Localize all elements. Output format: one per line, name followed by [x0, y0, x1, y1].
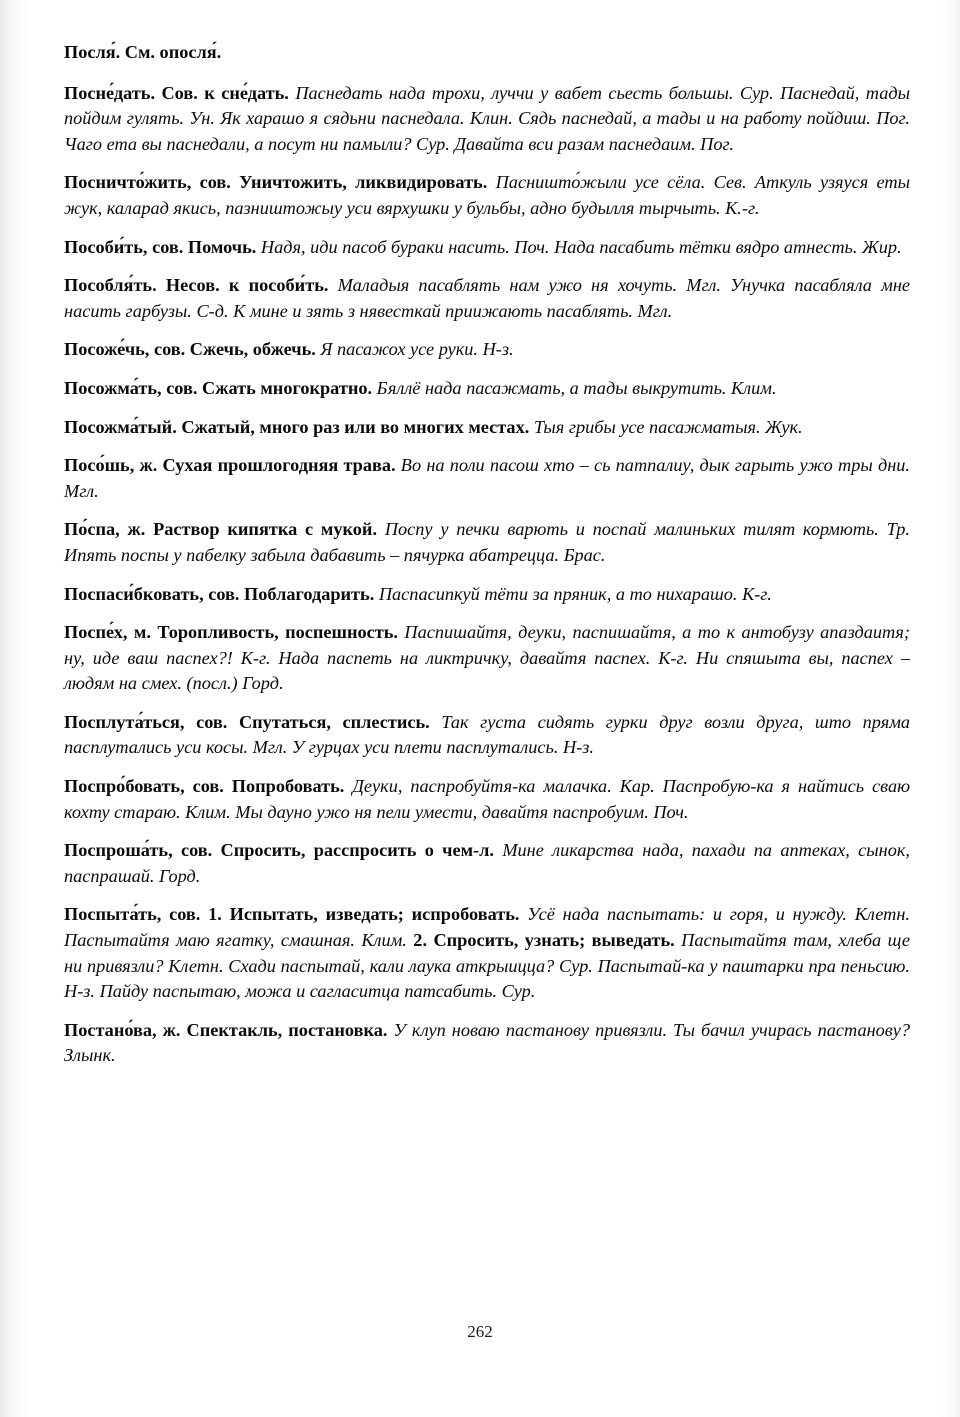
entry-body: Деуки, паспробуйтя-ка малачка. Кар. Паспробую-ка я найтись сваю кохту стараю. Клим. Мы дауно ужо ня пели умести, давайтя паспробуим. Поч.: [64, 776, 910, 822]
entry-headword: Поспе́х, м. Торопливость, поспешность.: [64, 622, 398, 643]
dictionary-entry: [64, 838, 910, 889]
entry-body: Тыя грибы усе пасажматыя. Жук.: [533, 416, 803, 437]
dictionary-entry: [64, 170, 910, 221]
dictionary-entry: [64, 337, 910, 363]
dictionary-entry: [64, 620, 910, 697]
dictionary-entry: [64, 81, 910, 158]
entry-headword: Пособля́ть. Несов. к пособи́ть.: [64, 275, 329, 296]
entry-body: Маладыя пасаблять нам ужо ня хочуть. Мгл. Унучка пасабляла мне насить гарбузы. С-д. К мине и зять з нявесткай приижають пасаблять. Мгл.: [64, 275, 911, 321]
entry-body: Пасништо́жыли усе сёла. Сев. Аткуль узяуся еты жук, каларад якись, пазништожыу уси вярхушки у бульбы, адно будылля тырчыть. К.-г.: [64, 172, 911, 218]
entry-body: Надя, иди пасоб бураки насить. Поч. Нада пасабить тётки вядро атнесть. Жир.: [260, 236, 902, 257]
entry-headword: Посля́. См. опосля́.: [64, 42, 222, 62]
entry-headword: По́спа, ж. Раствор кипятка с мукой.: [64, 519, 378, 540]
text-column: [64, 40, 910, 1082]
entry-body: Паспасипкуй тёти за пряник, а то нихарашо. К-г.: [378, 583, 772, 604]
entry-headword: Посне́дать. Сов. к сне́дать.: [64, 82, 289, 103]
dictionary-entry: [64, 40, 910, 66]
entry-headword: Поспыта́ть, сов. 1. Испытать, изведать; испробовать.: [64, 904, 520, 925]
dictionary-entry: [64, 710, 910, 761]
entry-headword: Поспро́бовать, сов. Попробовать.: [64, 776, 345, 797]
entry-headword: Поспроша́ть, сов. Спросить, расспросить о чем-л.: [64, 840, 494, 861]
page-number: 262: [467, 1322, 493, 1341]
entry-body: Бяллё нада пасажмать, а тады выкрутить. Клим.: [376, 377, 777, 398]
entry-headword: Посожма́ть, сов. Сжать многократно.: [64, 377, 373, 398]
entry-body: Так густа сидять гурки друг возли друга, што пряма пасплутались уси косы. Мгл. У гурцах уси плети пасплутались. Н-з.: [64, 711, 910, 758]
entry-headword: Пособи́ть, сов. Помочь.: [64, 236, 257, 257]
entry-body: Мине ликарства нада, пахади па аптеках, сынок, паспрашай. Горд.: [64, 840, 910, 886]
entry-body: Усё нада паспытать: и горя, и нужду. Клетн. Паспытайтя маю ягатку, смашная. Клим.: [64, 904, 910, 951]
entry-headword: Посо́шь, ж. Сухая прошлогодняя трава.: [64, 455, 396, 476]
entry-body: У клуп новаю пастанову привязли. Ты бачил учирась пастанову? Злынк.: [64, 1019, 910, 1066]
entry-headword: Посожма́тый. Сжатый, много раз или во многих местах.: [64, 416, 530, 437]
entry-headword: Поспаси́бковать, сов. Поблагодарить.: [64, 583, 375, 604]
dictionary-entry: [64, 1018, 910, 1069]
entry-headword: Постано́ва, ж. Спектакль, постановка.: [64, 1019, 388, 1040]
entry-body: Паснедать нада трохи, луччи у вабет сьесть большы. Сур. Паснедай, тады пойдим гулять. Ун. Як харашо я сядьни паснедала. Клин. Сядь паснедай, а тады и на работу пойдиш. Пог. Чаго ета вы паснедали, а посут ни памыли? Сур. Давайта вси разам паснедаим. Пог.: [64, 82, 910, 154]
entry-body: Паспишайтя, деуки, паспишайтя, а то к антобузу апаздаитя; ну, иде ваш паспех?! К-г. Нада паспеть на ликтричку, давайтя паспех. К-г. Ни спяшыта вы, паспех – людям на смех. (посл.) Горд.: [64, 622, 910, 694]
dictionary-entry: [64, 774, 910, 825]
dictionary-entry: [64, 376, 910, 402]
dictionary-entry: [64, 453, 910, 504]
entry-body: Я пасажох усе руки. Н-з.: [320, 339, 514, 360]
dictionary-entry: [64, 273, 910, 324]
entry-headword: Посничто́жить, сов. Уничтожить, ликвидировать.: [64, 172, 488, 193]
dictionary-entry: [64, 517, 910, 568]
entry-body: Поспу у печки варють и поспай малиньких тилят кормють. Тр. Ипять поспы у пабелку забыла дабавить – пячурка абатрецца. Брас.: [64, 519, 911, 565]
dictionary-entry: [64, 582, 910, 608]
dictionary-entry: [64, 415, 910, 441]
entry-sense-2-body: Паспытайтя там, хлеба ще ни привязли? Клетн. Схади паспытай, кали лаука аткрыицца? Сур. Паспытай-ка у паштарки пра пеньсию. Н-з. Пайду паспытаю, можа и сагласитца патсабить. Сур.: [64, 930, 910, 1002]
entry-sense-2-label: 2. Спросить, узнать; выведать.: [413, 930, 675, 951]
entry-body: Во на поли пасош хто – сь патпалиу, дык гарыть ужо тры дни. Мгл.: [64, 455, 910, 501]
entry-headword: Посоже́чь, сов. Сжечь, обжечь.: [64, 339, 316, 360]
dictionary-entry: [64, 235, 910, 261]
dictionary-entry: [64, 902, 910, 1004]
entry-headword: Посплута́ться, сов. Спутаться, сплестись.: [64, 711, 430, 732]
